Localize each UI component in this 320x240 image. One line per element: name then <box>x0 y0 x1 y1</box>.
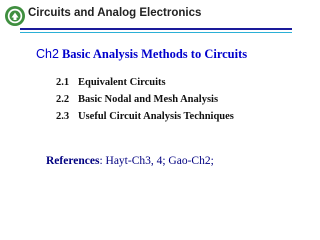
header-rule-dark <box>20 28 292 30</box>
outline-item-text: Equivalent Circuits <box>78 77 166 88</box>
references-text: : Hayt-Ch3, 4; Gao-Ch2; <box>99 155 214 167</box>
references-line <box>46 155 214 167</box>
references-label: References <box>46 155 100 167</box>
outline-item-number: 2.2 <box>56 94 70 105</box>
course-title: Circuits and Analog Electronics <box>28 7 202 19</box>
chapter-title: Basic Analysis Methods to Circuits <box>61 47 248 61</box>
outline-item <box>56 76 234 93</box>
university-logo-icon <box>4 5 26 27</box>
outline-item-text: Useful Circuit Analysis Techniques <box>78 111 234 122</box>
outline-item <box>56 93 234 110</box>
slide-title <box>36 47 247 62</box>
outline-item-number: 2.1 <box>56 77 70 88</box>
section-outline <box>56 76 234 127</box>
outline-item <box>56 110 234 127</box>
chapter-number: Ch2 <box>36 47 59 61</box>
outline-item-number: 2.3 <box>56 111 70 122</box>
slide-header <box>0 0 300 34</box>
outline-item-text: Basic Nodal and Mesh Analysis <box>78 94 219 105</box>
header-rule-light <box>20 32 292 33</box>
